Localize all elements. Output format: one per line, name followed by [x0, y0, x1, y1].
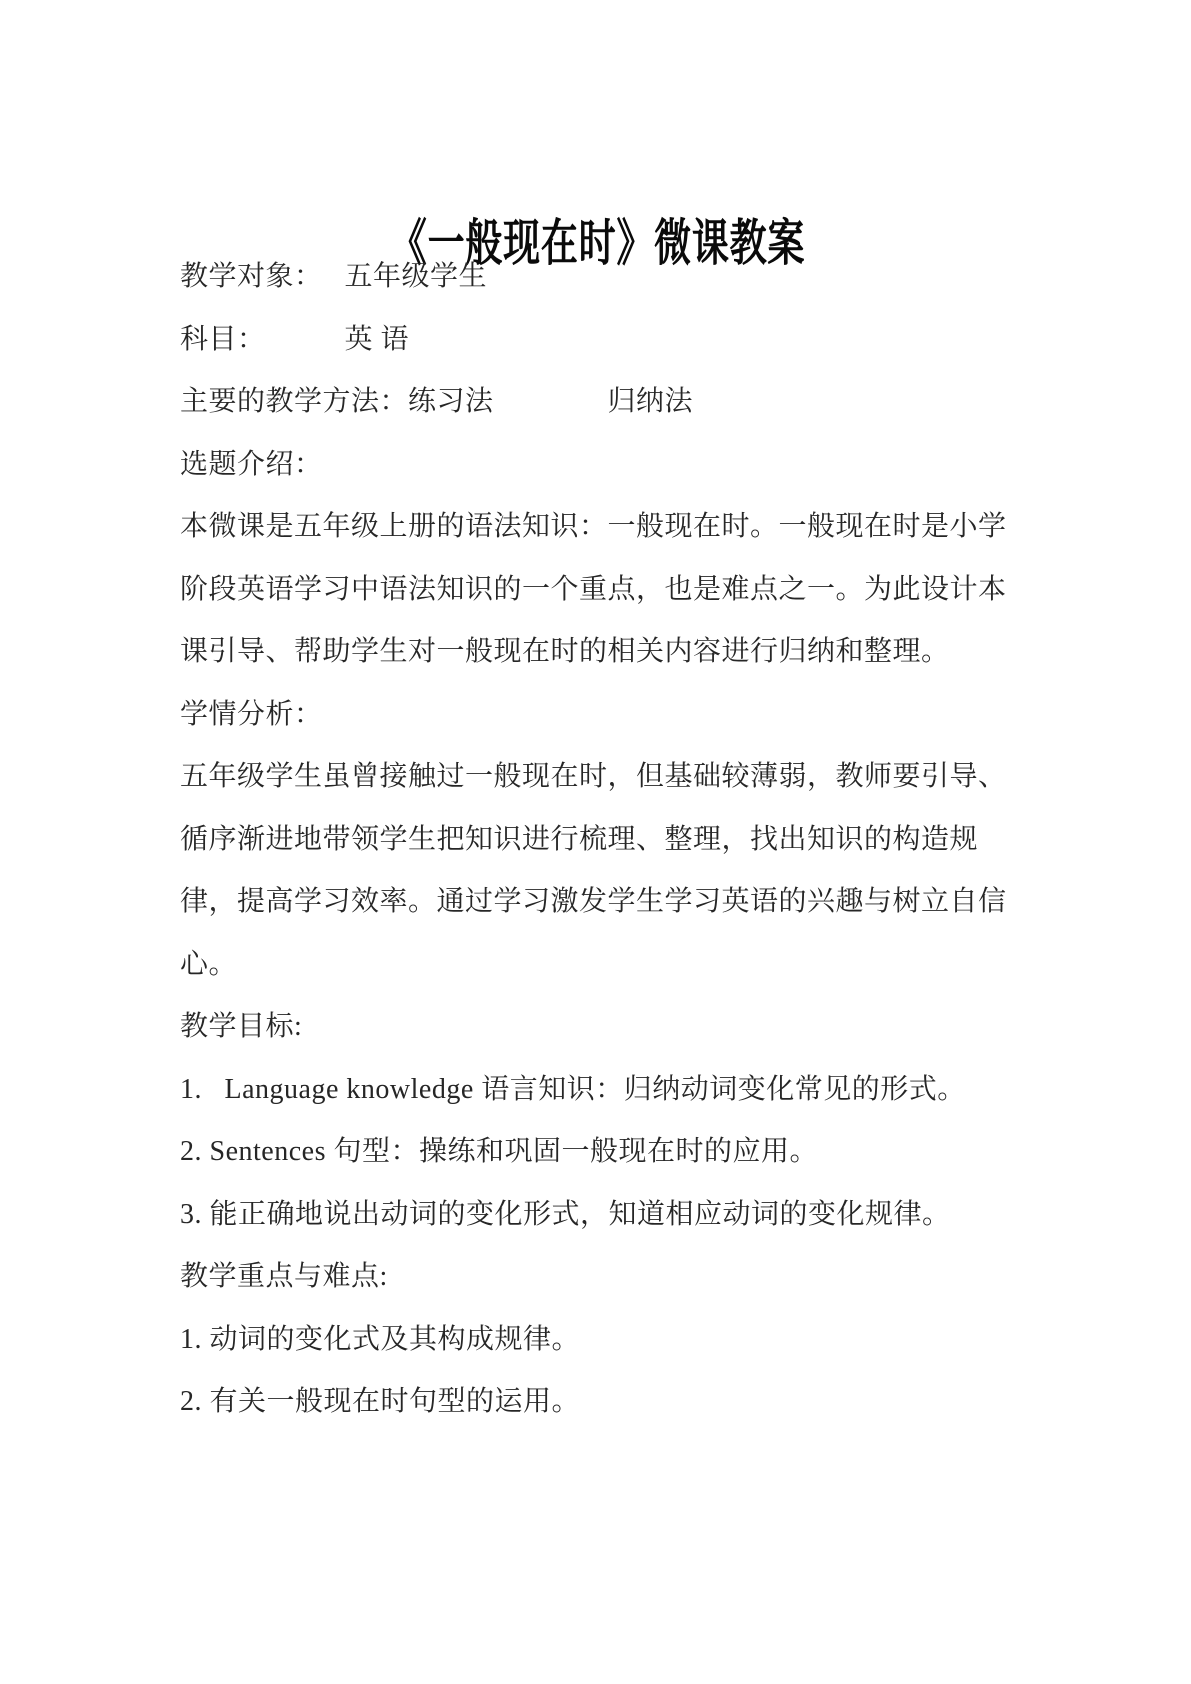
document-body: [180, 246, 1160, 1434]
text-line-topic-intro-head: 选题介绍：: [180, 448, 323, 480]
text-line-methods: 主要的教学方法：练习法 归纳法: [180, 386, 694, 417]
text-line-objective-3: 3. 能正确地说出动词的变化形式，知道相应动词的变化规律。: [180, 1198, 951, 1230]
text-line-learner-analysis-3: 律，提高学习效率。通过学习激发学生学习英语的兴趣与树立自信: [180, 886, 1007, 917]
text-line-topic-intro-2: 阶段英语学习中语法知识的一个重点，也是难点之一。为此设计本: [180, 573, 1007, 605]
text-line-key-point-2: 2. 有关一般现在时句型的运用。: [180, 1386, 581, 1417]
document-title-text: 《一般现在时》微课教案: [389, 215, 805, 271]
text-line-topic-intro-1: 本微课是五年级上册的语法知识：一般现在时。一般现在时是小学: [180, 511, 1007, 542]
text-line-learner-analysis-4: 心。: [180, 948, 238, 980]
text-line-topic-intro-3: 课引导、帮助学生对一般现在时的相关内容进行归纳和整理。: [180, 636, 950, 667]
text-line-learner-analysis-1: 五年级学生虽曾接触过一般现在时，但基础较薄弱，教师要引导、: [180, 761, 1007, 792]
text-line-key-points-head: 教学重点与难点:: [180, 1261, 388, 1292]
text-line-subject: 科目： 英 语: [180, 323, 410, 355]
text-line-teaching-target: 教学对象： 五年级学生: [180, 261, 488, 292]
text-line-learner-analysis-head: 学情分析：: [180, 698, 323, 730]
text-line-objective-1: 1. Language knowledge 语言知识：归纳动词变化常见的形式。: [180, 1073, 966, 1105]
text-line-learner-analysis-2: 循序渐进地带领学生把知识进行梳理、整理，找出知识的构造规: [180, 823, 979, 855]
text-line-objective-2: 2. Sentences 句型：操练和巩固一般现在时的应用。: [180, 1136, 818, 1167]
text-line-key-point-1: 1. 动词的变化式及其构成规律。: [180, 1323, 581, 1355]
text-line-objectives-head: 教学目标:: [180, 1011, 303, 1042]
